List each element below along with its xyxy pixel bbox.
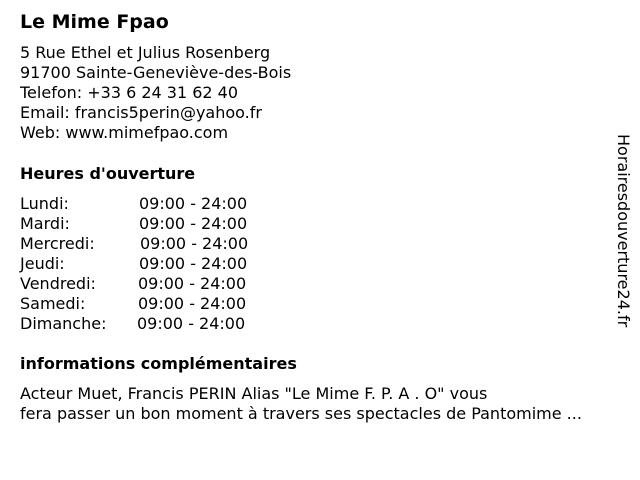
web-line: Web: www.mimefpao.com	[20, 123, 229, 142]
info-description	[20, 384, 582, 424]
day-label: Dimanche:	[20, 314, 107, 333]
contact-block	[20, 43, 291, 143]
time-range: 09:00 - 24:00	[139, 254, 248, 273]
time-range: 09:00 - 24:00	[137, 314, 246, 333]
time-range: 09:00 - 24:00	[138, 274, 247, 293]
info-line: Acteur Muet, Francis PERIN Alias "Le Mime F. P. A . O" vous	[20, 384, 488, 403]
email-line: Email: francis5perin@yahoo.fr	[20, 103, 262, 122]
day-label: Jeudi:	[20, 254, 65, 273]
business-name: Le Mime Fpao	[20, 11, 169, 33]
address-street: 5 Rue Ethel et Julius Rosenberg	[20, 43, 271, 62]
hours-heading: Heures d'ouverture	[20, 164, 196, 183]
day-label: Lundi:	[20, 194, 69, 213]
address-city: 91700 Sainte-Geneviève-des-Bois	[20, 63, 292, 82]
info-line: fera passer un bon moment à travers ses spectacles de Pantomime ...	[20, 404, 582, 423]
site-watermark: Horairesdouverture24.fr	[614, 134, 633, 328]
time-range: 09:00 - 24:00	[140, 234, 249, 253]
day-label: Samedi:	[20, 294, 86, 313]
phone-line: Telefon: +33 6 24 31 62 40	[20, 83, 239, 102]
time-range: 09:00 - 24:00	[138, 294, 247, 313]
info-heading: informations complémentaires	[20, 354, 297, 373]
time-range: 09:00 - 24:00	[139, 214, 248, 233]
time-range: 09:00 - 24:00	[139, 194, 248, 213]
day-label: Mardi:	[20, 214, 70, 233]
day-label: Vendredi:	[20, 274, 96, 293]
day-label: Mercredi:	[20, 234, 95, 253]
